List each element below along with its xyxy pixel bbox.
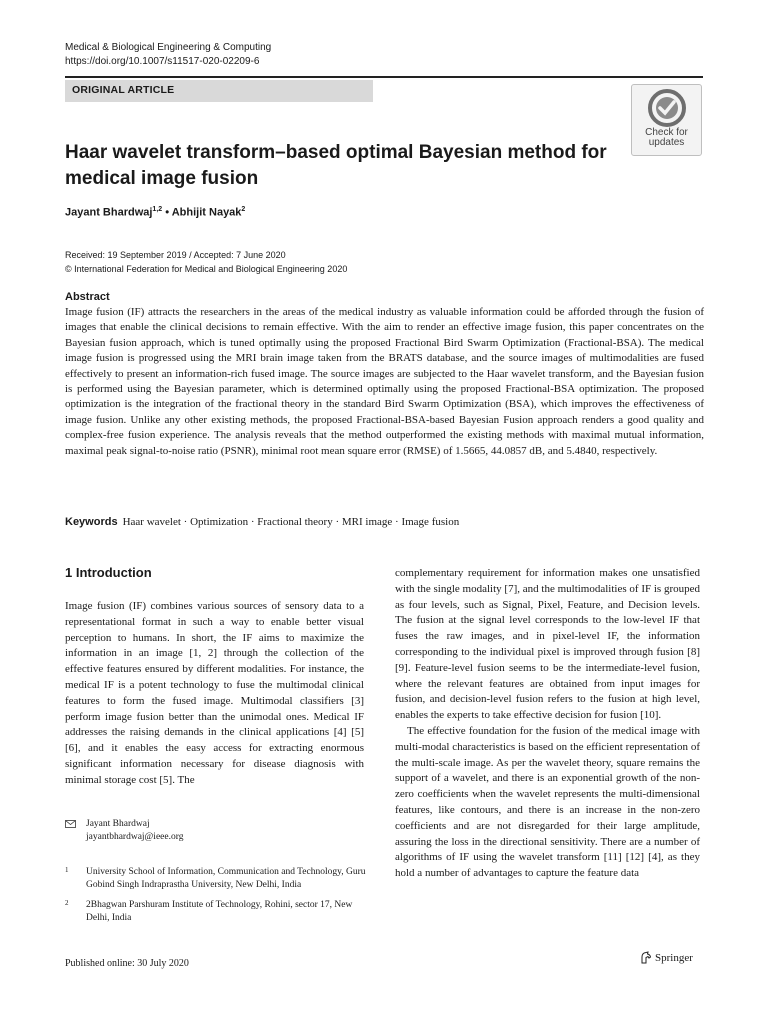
body-column-left (65, 599, 364, 789)
affiliation-text: 2Bhagwan Parshuram Institute of Technology, Rohini, sector 17, New Delhi, India (86, 900, 353, 923)
corresponding-author-email[interactable]: jayantbhardwaj@ieee.org (86, 832, 184, 842)
keywords-list: Haar wavelet · Optimization · Fractional theory · MRI image · Image fusion (122, 516, 460, 528)
copyright-line (65, 262, 347, 276)
author-list (65, 206, 245, 219)
paper-title: Haar wavelet transform–based optimal Bayesian method for medical image fusion (65, 142, 607, 189)
keywords-label: Keywords (65, 516, 118, 528)
abstract-body: Image fusion (IF) attracts the researchers in the areas of the medical industry as valuable information could be afforded through the fusion of images that enable the clinical decisions to remain effective. With the aim to render an effective image fusion, this paper concentrates on the Bayesian fusion approach, which is tuned optimally using the proposed Fractional Bird Swarm Optimization (Fractional-BSA). The medical image fusion is progressed using the MRI brain image taken from the BRATS database, and the source images of multimodalities are fused effectively to present an information-rich fused image. The source images are subjected to the Haar wavelet transform, and the Bayesian fusion is performed using the Bayesian parameter, which is determined optimally using the proposed Fractional-BSA optimization. The proposed optimization is the integration of the fractional theory in the standard Bird Swarm Optimization (BSA), which improves the effectiveness of image fusion. Unlike any other existing methods, the proposed Fractional-BSA-based Bayesian Fusion approach renders a good quality and complex-free fusion experience. The analysis reveals that the method outperformed the existing methods with maximal mutual information, maximal peak signal-to-noise ratio (PSNR), minimal root mean square error (RMSE) of 1.5665, 44.0857 dB, and 5.4840, respectively. (65, 306, 704, 457)
correspondence (65, 818, 183, 844)
section-heading: 1 Introduction (65, 565, 152, 580)
body-paragraph: The effective foundation for the fusion of the medical image with multi-modal characteristics is based on the efficient representation of the multi-scale image. As per the wavelet theory, square remains the support of a wavelet, and there is an exponential growth of the non-zero coefficients when the wavelet represents the multi-dimensional features, like contours, and there is an increase in the non-zero coefficients and are not disregarded for their large amplitude, assuring the loss in the directional sensitivity. There are a number of algorithms of IF using the wavelet transform [11] [12] [4], as they hold a number of advantages to capture the feature data (395, 724, 700, 880)
author-separator: • (165, 206, 170, 219)
received-accepted-dates: Received: 19 September 2019 / Accepted: 7 June 2020 (65, 250, 286, 260)
publisher-name: Springer (655, 951, 693, 964)
springer-horse-icon (640, 951, 652, 964)
published-online-date: Published online: 30 July 2020 (65, 958, 189, 969)
copyright-text: International Federation for Medical and Biological Engineering 2020 (74, 264, 348, 274)
header-rule (65, 76, 703, 78)
author-affiliation-mark: 2 (241, 206, 246, 213)
keywords (65, 516, 459, 528)
article-type-label: ORIGINAL ARTICLE (65, 80, 373, 102)
copyright-symbol: © (65, 264, 72, 274)
check-updates-icon (648, 89, 686, 127)
publication-dates (65, 248, 347, 276)
author-name[interactable]: Jayant Bhardwaj (65, 206, 153, 219)
check-for-updates-badge[interactable] (631, 84, 702, 156)
body-column-right (395, 566, 700, 882)
body-paragraph: complementary requirement for information makes one unsatisfied with the single modality [7], and the multimodalities of IF is grouped as four levels, such as Signal, Pixel, Feature, and Decision levels. The fusion at the signal level corresponds to the low-level IF that fuses the raw images, and in pixel-level IF, the information corresponding to the individual pixel is improved through fusion [8] [9]. Feature-level fusion seems to be the intermediate-level fusion, where the relevant features are obtained from input images for fusion, and decision-level fusion refers to the fusion at high level, enables the experts to take effective decision for fusion [10]. (395, 567, 700, 722)
affiliation-text: University School of Information, Communication and Technology, Guru Gobind Singh Indraprastha University, New Delhi, India (86, 867, 366, 890)
publisher-logo (640, 951, 693, 964)
affiliation-number: 1 (65, 866, 69, 874)
badge-text-line1: Check for (645, 127, 688, 138)
body-paragraph: Image fusion (IF) combines various sources of sensory data to a representational format in such a way to enable better visual perception to humans. In short, the IF aims to maximize the information in an image [1, 2] through the collection of the effective features ensured by different modalities. For instance, the medical IF is a potent technology to fuse the multimodal clinical features to form the fused image. Multimodal classifiers [3] perform image fusion better than the unimodal ones. Medical IF addresses the raising demands in the clinical applications [4] [5] [6], and it enables the easy access for extracting enormous significant information necessary for disease diagnosis with minimal storage cost [5]. The (65, 600, 364, 786)
corresponding-author-name: Jayant Bhardwaj (86, 819, 150, 829)
journal-name: Medical & Biological Engineering & Computing (65, 42, 272, 53)
journal-header (65, 41, 271, 69)
affiliation-number: 2 (65, 899, 69, 907)
author-affiliation-mark: 1,2 (152, 206, 163, 213)
affiliation (65, 866, 376, 892)
doi-link[interactable]: https://doi.org/10.1007/s11517-020-02209-6 (65, 56, 260, 67)
author-name[interactable]: Abhijit Nayak (171, 206, 242, 219)
affiliation (65, 899, 376, 925)
abstract-heading: Abstract (65, 291, 110, 303)
badge-text-line2: updates (648, 137, 685, 148)
envelope-icon (65, 820, 76, 828)
